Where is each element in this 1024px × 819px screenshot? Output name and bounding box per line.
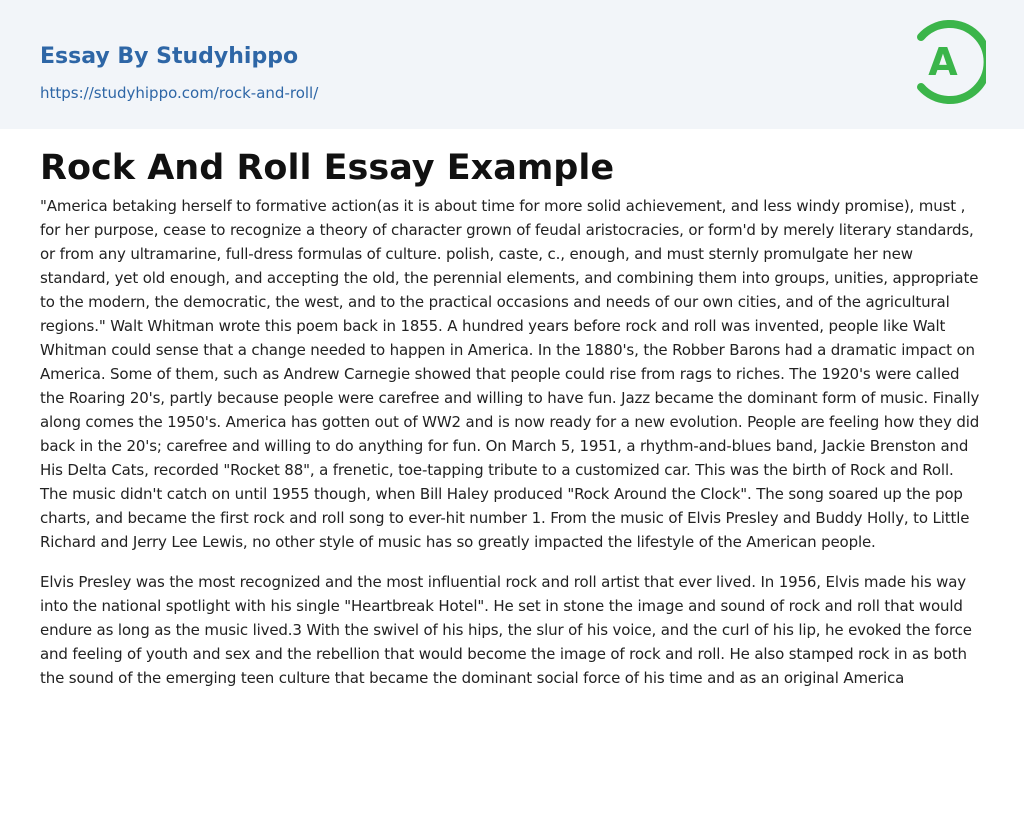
- page-url-link[interactable]: https://studyhippo.com/rock-and-roll/: [40, 84, 319, 102]
- essay-paragraph-1: "America betaking herself to formative action(as it is about time for more solid achievement, and less windy promise), must , for her purpose, cease to recognize a theory of character grown of feudal aristocracies, or form'd by merely literary standards, or from any ultramarine, full-dress formulas of culture. polish, caste, c., enough, and must sternly promulgate her new standard, yet old enough, and accepting the old, the perennial elements, and combining them into groups, unities, appropriate to the modern, the democratic, the west, and to the practical occasions and needs of our own cities, and of the agricultural regions." Walt Whitman wrote this poem back in 1855. A hundred years before rock and roll was invented, people like Walt Whitman could sense that a change needed to happen in America. In the 1880's, the Robber Barons had a dramatic impact on America. Some of them, such as Andrew Carnegie showed that people could rise from rags to riches. The 1920's were called the Roaring 20's, partly because people were carefree and willing to have fun. Jazz became the dominant form of music. Finally along comes the 1950's. America has gotten out of WW2 and is now ready for a new evolution. People are feeling how they did back in the 20's; carefree and willing to do anything for fun. On March 5, 1951, a rhythm-and-blues band, Jackie Brenston and His Delta Cats, recorded "Rocket 88", a frenetic, toe-tapping tribute to a customized car. This was the birth of Rock and Roll. The music didn't catch on until 1955 though, when Bill Haley produced "Rock Around the Clock". The song soared up the pop charts, and became the first rock and roll song to ever-hit number 1. From the music of Elvis Presley and Buddy Holly, to Little Richard and Jerry Lee Lewis, no other style of music has so greatly impacted the lifestyle of the American people.: [40, 197, 980, 551]
- page-title: Rock And Roll Essay Example: [40, 148, 615, 188]
- essay-paragraph-2: Elvis Presley was the most recognized and the most influential rock and roll artist that ever lived. In 1956, Elvis made his way into the national spotlight with his single "Heartbreak Hotel". He set in stone the image and sound of rock and roll that would endure as long as the music lived.3 With the swivel of his hips, the slur of his voice, and the curl of his lip, he evoked the force and feeling of youth and sex and the rebellion that would become the image of rock and roll. He also stamped rock in as both the sound of the emerging teen culture that became the dominant social force of his time and as an original America: [40, 573, 972, 687]
- site-header: [0, 0, 1024, 129]
- studyhippo-logo-icon[interactable]: [916, 19, 986, 105]
- logo-letter: A: [928, 40, 958, 84]
- site-brand: Essay By Studyhippo: [40, 44, 299, 69]
- article: [0, 148, 1024, 690]
